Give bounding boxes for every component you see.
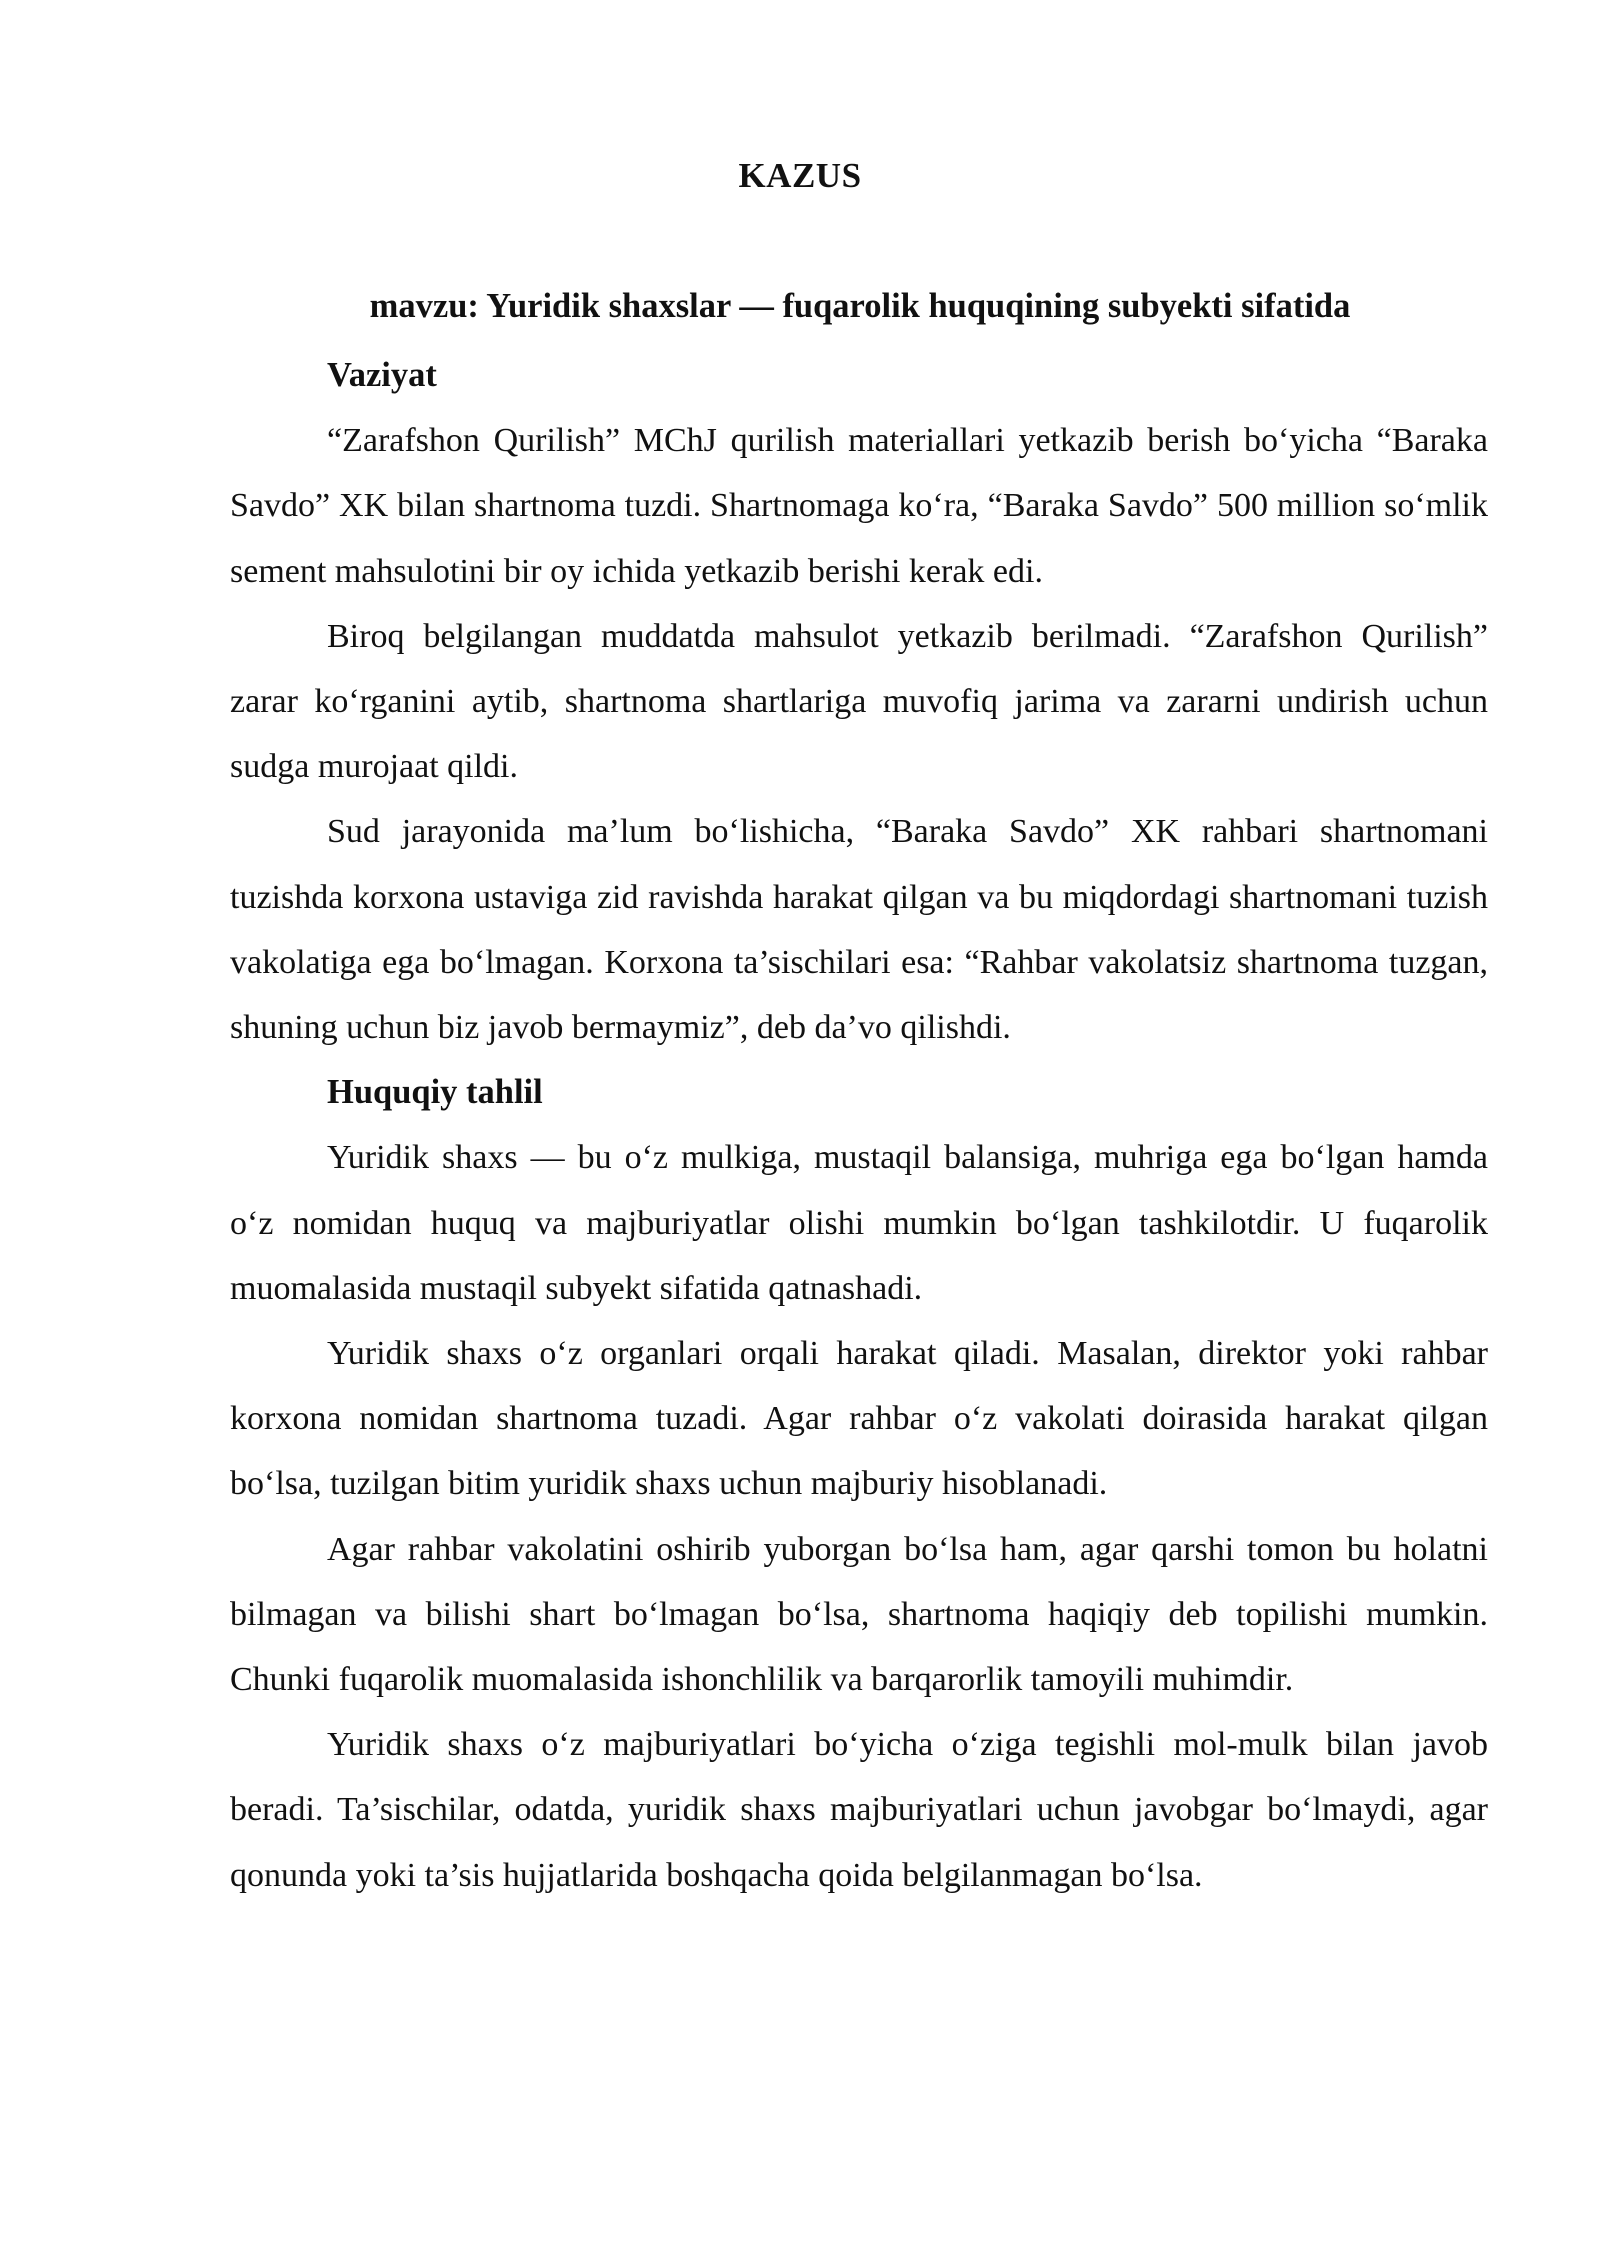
document-title: KAZUS	[738, 156, 862, 195]
paragraph: Yuridik shaxs o‘z majburiyatlari bo‘yicha o‘ziga tegishli mol-mulk bilan javob beradi. Ta’sischilar, odatda, yuridik shaxs majburiyatlari uchun javobgar bo‘lmaydi, agar qonunda yoki ta’sis hujjatlarida boshqacha qoida belgilanmagan bo‘lsa.	[230, 1726, 1488, 1894]
paragraph: Biroq belgilangan muddatda mahsulot yetkazib berilmadi. “Zarafshon Qurilish” zarar ko‘rganini aytib, shartnoma shartlariga muvofiq jarima va zararni undirish uchun sudga murojaat qildi.	[230, 617, 1488, 786]
paragraph: Sud jarayonida ma’lum bo‘lishicha, “Baraka Savdo” XK rahbari shartnomani tuzishda korxona ustaviga zid ravishda harakat qilgan va bu miqdordagi shartnomani tuzish vakolatiga ega bo‘lmagan. Korxona ta’sischilari esa: “Rahbar vakolatsiz shartnoma tuzgan, shuning uchun biz javob bermaymiz”, deb da’vo qilishdi.	[230, 813, 1488, 1047]
paragraph: “Zarafshon Qurilish” MChJ qurilish materiallari yetkazib berish bo‘yicha “Baraka Savdo” XK bilan shartnoma tuzdi. Shartnomaga ko‘ra, “Baraka Savdo” 500 million so‘mlik sement mahsulotini bir oy ichida yetkazib berishi kerak edi.	[230, 422, 1488, 590]
document-body	[230, 343, 1488, 1908]
section-heading-vaziyat: Vaziyat	[327, 356, 437, 394]
paragraph: Yuridik shaxs — bu o‘z mulkiga, mustaqil balansiga, muhriga ega bo‘lgan hamda o‘z nomidan huquq va majburiyatlar olishi mumkin bo‘lgan tashkilotdir. U fuqarolik muomalasida mustaqil subyekt sifatida qatnashadi.	[230, 1139, 1488, 1307]
paragraph: Yuridik shaxs o‘z organlari orqali harakat qiladi. Masalan, direktor yoki rahbar korxona nomidan shartnoma tuzadi. Agar rahbar o‘z vakolati doirasida harakat qilgan bo‘lsa, tuzilgan bitim yuridik shaxs uchun majburiy hisoblanadi.	[230, 1335, 1488, 1503]
section-heading-huquqiy-tahlil: Huquqiy tahlil	[327, 1073, 543, 1112]
paragraph: Agar rahbar vakolatini oshirib yuborgan bo‘lsa ham, agar qarshi tomon bu holatni bilmagan va bilishi shart bo‘lmagan bo‘lsa, shartnoma haqiqiy deb topilishi mumkin. Chunki fuqarolik muomalasida ishonchlilik va barqarorlik tamoyili muhimdir.	[230, 1530, 1488, 1699]
document-subject: mavzu: Yuridik shaxslar — fuqarolik huquqining subyekti sifatida	[369, 287, 1351, 325]
